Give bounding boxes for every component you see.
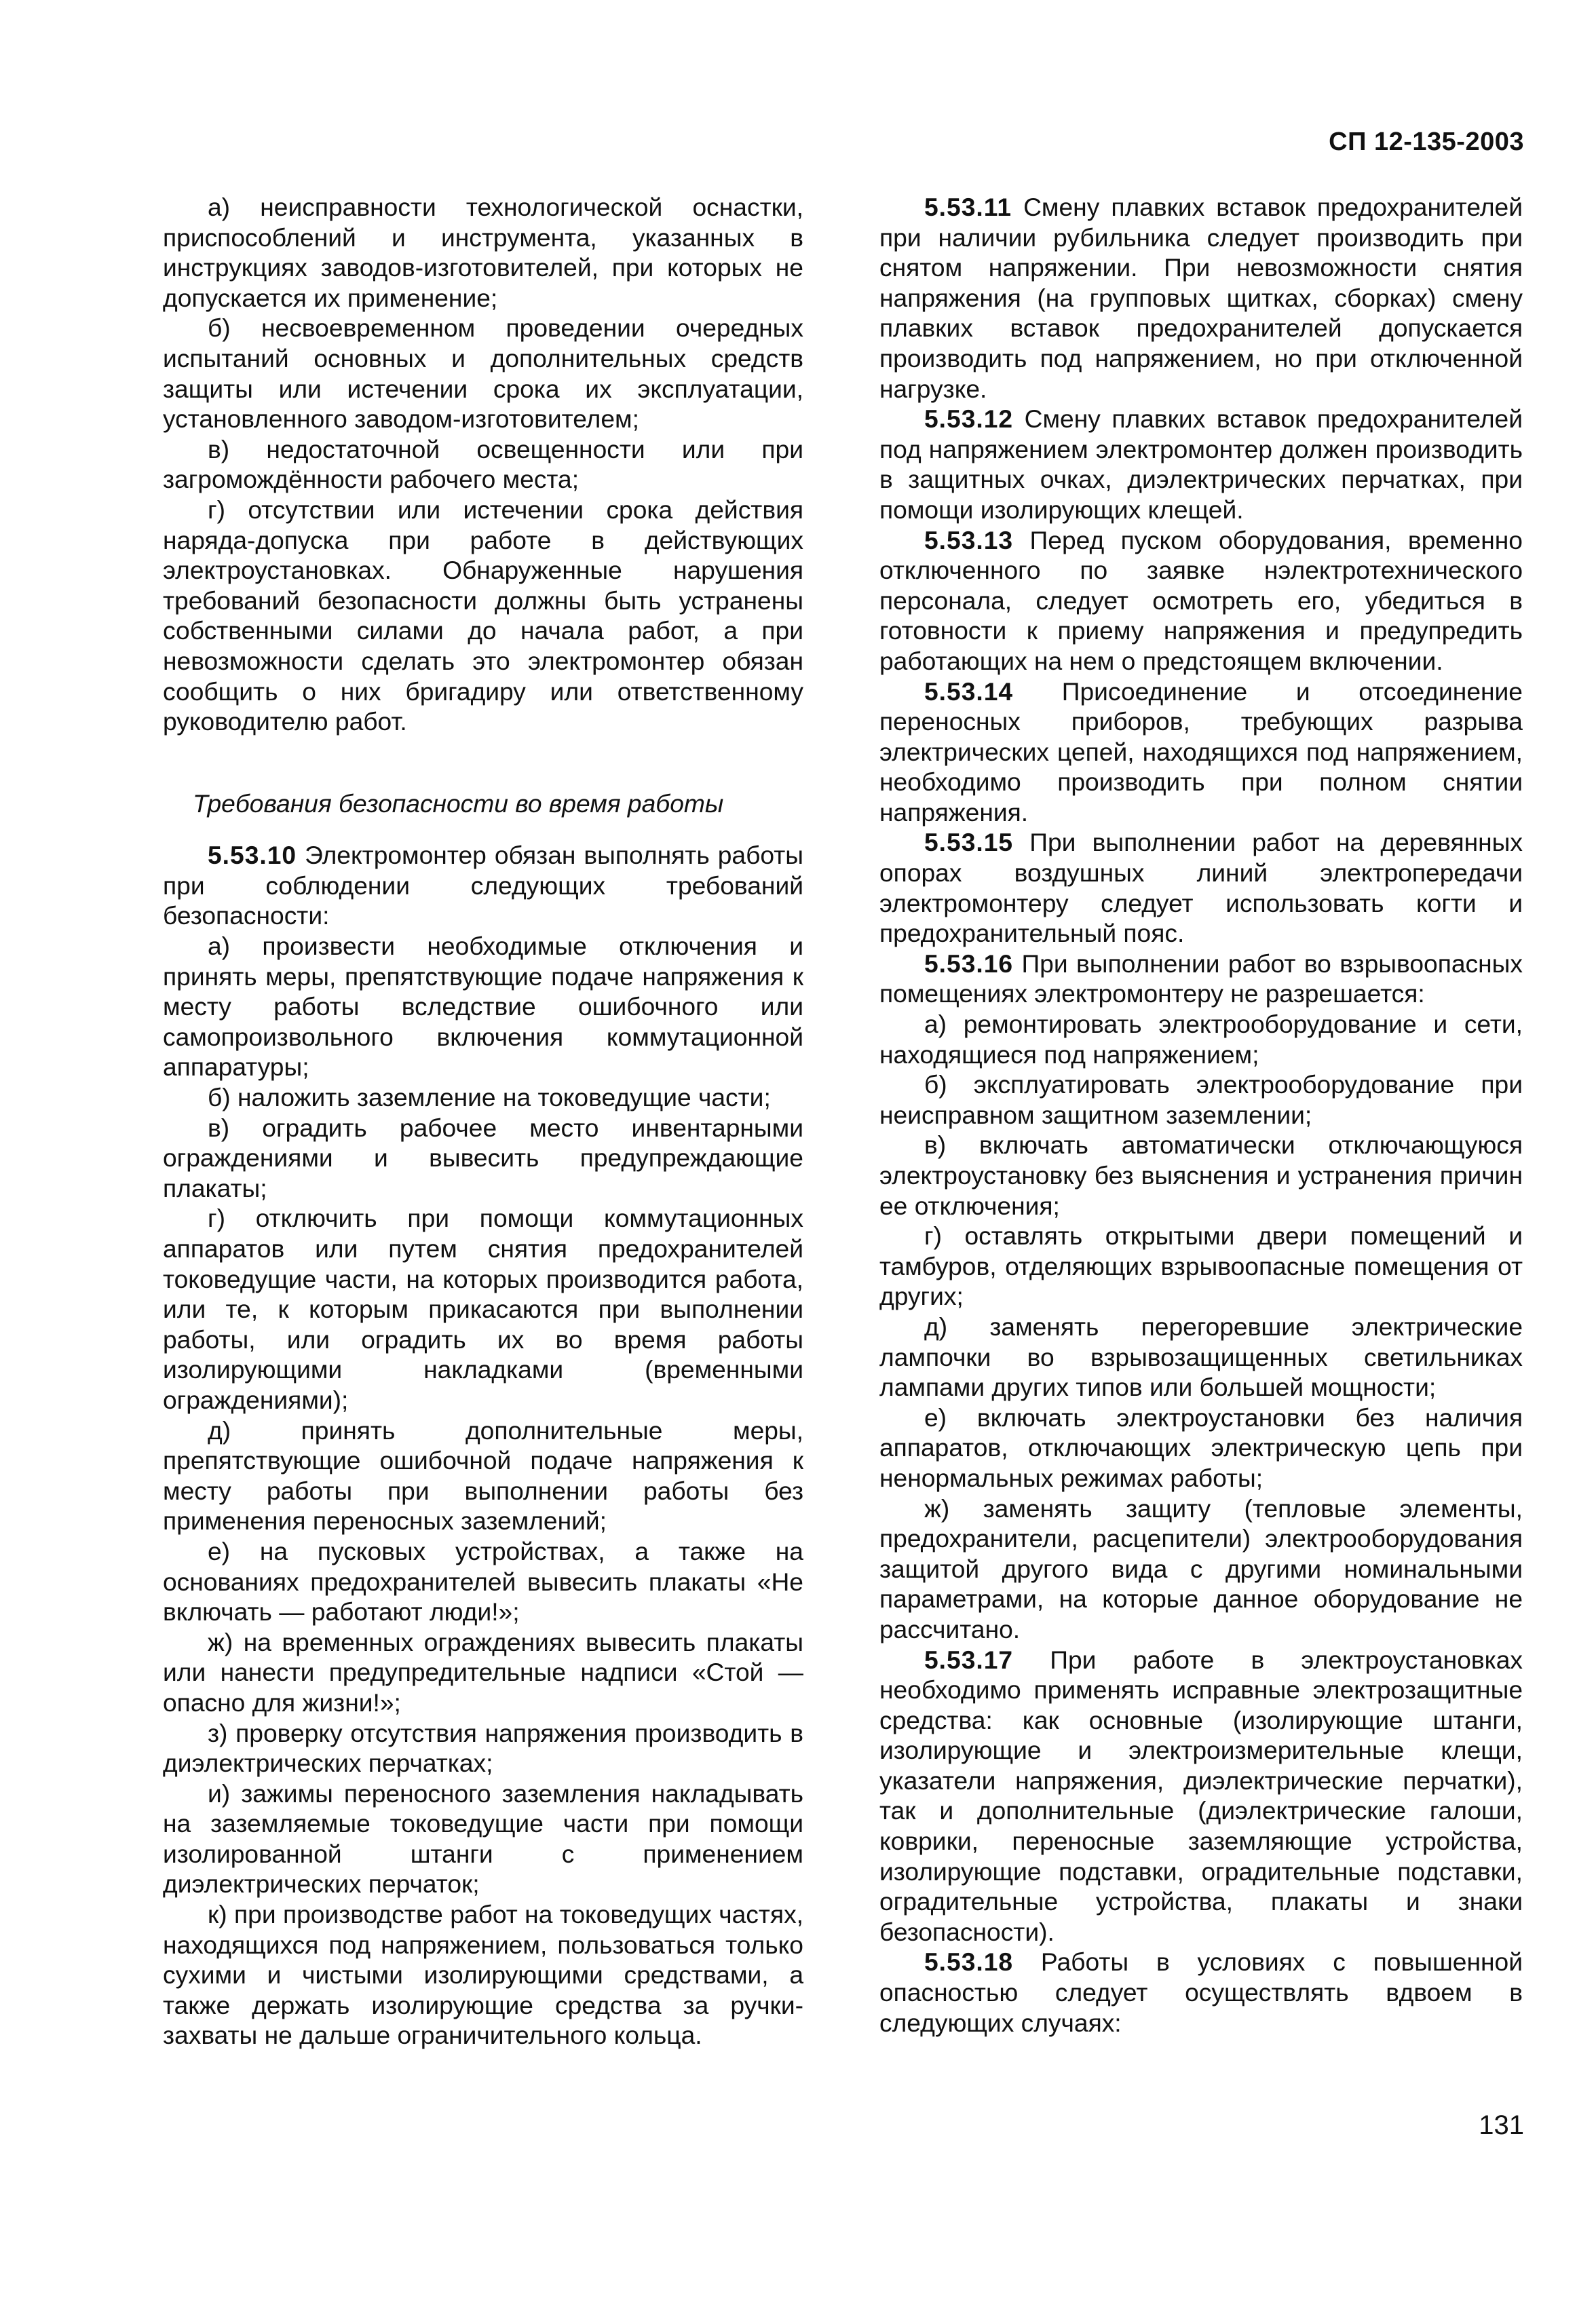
- list-item: е) на пусковых устройствах, а также на основаниях предохранителей вывесить плакаты «Не включать — работают люди!»;: [163, 1536, 803, 1627]
- list-item: д) заменять перегоревшие электрические лампочки во взрывозащищенных светильниках лампами других типов или большей мощности;: [879, 1312, 1523, 1402]
- list-item: б) наложить заземление на токоведущие части;: [208, 1083, 771, 1112]
- clause-5-53-14: [879, 677, 1523, 828]
- clause-5-53-11: [879, 192, 1523, 404]
- list-item: в) включать автоматически отключающуюся электроустановку без выяснения и устранения причин ее отключения;: [879, 1130, 1523, 1220]
- section-heading: Требования безопасности во время работы: [193, 788, 724, 818]
- clause-text: При выполнении работ во взрывоопасных помещениях электромонтеру не разрешается:: [879, 949, 1523, 1008]
- clause-5-53-16: [879, 949, 1523, 1009]
- left-column: [163, 192, 803, 2051]
- list-item: д) принять дополнительные меры, препятствующие ошибочной подаче напряжения к месту работы при выполнении работы без применения переносных заземлений;: [163, 1415, 803, 1536]
- clause-number: 5.53.16: [924, 949, 1014, 978]
- clause-number: 5.53.13: [924, 525, 1014, 554]
- clause-text: Электромонтер обязан выполнять работы при соблюдении следующих требований безопасности:: [163, 841, 803, 930]
- list-item: е) включать электроустановки без наличия аппаратов, отключающих электрическую цепь при ненормальных режимах работы;: [879, 1403, 1523, 1492]
- clause-text: Смену плавких вставок предохранителей под напряжением электромонтер должен производить в защитных очках, диэлектрических перчатках, при помощи изолирующих клещей.: [879, 404, 1523, 524]
- list-item: и) зажимы переносного заземления накладывать на заземляемые токоведущие части при помощи изолированной штанги с применением диэлектрических перчаток;: [163, 1779, 803, 1899]
- clause-number: 5.53.15: [924, 828, 1014, 857]
- clause-5-53-18: [879, 1947, 1523, 2038]
- list-item: а) ремонтировать электрооборудование и сети, находящиеся под напряжением;: [879, 1010, 1523, 1069]
- document-code: СП 12-135-2003: [1329, 128, 1524, 156]
- right-column: [879, 192, 1523, 2038]
- list-item: б) эксплуатировать электрооборудование при неисправном защитном заземлении;: [879, 1070, 1523, 1129]
- paragraph: г) отсутствии или истечении срока действия наряда-допуска при работе в действующих электроустановках. Обнаруженные нарушения требований безопасности должны быть устранены собственными силами до начала работ, а при невозможности сделать это электромонтер обязан сообщить о них бригадиру или ответственному руководителю работ.: [163, 495, 803, 736]
- clause-text: Смену плавких вставок предохранителей при наличии рубильника следует производить при снятом напряжении. При невозможности снятия напряжения (на групповых щитках, сборках) смену плавких вставок предохранителей допускается производить под напряжением, но при отключенной нагрузке.: [879, 193, 1523, 403]
- list-item: г) оставлять открытыми двери помещений и тамбуров, отделяющих взрывоопасные помещения от других;: [879, 1221, 1523, 1311]
- list-item: к) при производстве работ на токоведущих частях, находящихся под напряжением, пользоваться только сухими и чистыми изолирующими средствами, а также держать изолирующие средства за ручки-захваты не дальше ограничительного кольца.: [163, 1900, 803, 2050]
- clause-number: 5.53.10: [208, 841, 297, 870]
- list-item: ж) заменять защиту (тепловые элементы, предохранители, расцепители) электрооборудования защитой другого вида с другими номинальными параметрами, на которые данное оборудование не рассчитано.: [879, 1494, 1523, 1643]
- clause-5-53-13: [879, 525, 1523, 677]
- list-item: а) произвести необходимые отключения и принять меры, препятствующие подаче напряжения к месту работы вследствие ошибочного или самопроизвольного включения коммутационной аппаратуры;: [163, 932, 803, 1082]
- clause-number: 5.53.12: [924, 404, 1014, 434]
- clause-5-53-17: [879, 1645, 1523, 1947]
- clause-text: Работы в условиях с повышенной опасностью следует осуществлять вдвоем в следующих случаях:: [879, 1947, 1523, 2037]
- clause-number: 5.53.17: [924, 1645, 1014, 1674]
- page-number: 131: [1479, 2110, 1524, 2140]
- list-item: з) проверку отсутствия напряжения производить в диэлектрических перчатках;: [163, 1718, 803, 1778]
- clause-5-53-12: [879, 404, 1523, 525]
- clause-text: Перед пуском оборудования, временно отключенного по заявке нэлектротехнического персонала, следует осмотреть его, убедиться в готовности к приему напряжения и предупредить работающих на нем о предстоящем включении.: [879, 525, 1523, 675]
- clause-text: При выполнении работ на деревянных опорах воздушных линий электропередачи электромонтеру следует использовать когти и предохранительный пояс.: [879, 828, 1523, 948]
- clause-text: Присоединение и отсоединение переносных приборов, требующих разрыва электрических цепей, находящихся под напряжением, необходимо производить при полном снятии напряжения.: [879, 677, 1523, 826]
- paragraph: б) несвоевременном проведении очередных испытаний основных и дополнительных средств защиты или истечении срока их эксплуатации, установленного заводом-изготовителем;: [163, 313, 803, 434]
- list-item: в) оградить рабочее место инвентарными ограждениями и вывесить предупреждающие плакаты;: [163, 1113, 803, 1202]
- paragraph: а) неисправности технологической оснастки, приспособлений и инструмента, указанных в инструкциях заводов-изготовителей, при которых не допускается их применение;: [163, 193, 803, 312]
- paragraph: в) недостаточной освещенности или при загромождённости рабочего места;: [163, 434, 803, 494]
- list-item: ж) на временных ограждениях вывесить плакаты или нанести предупредительные надписи «Стой — опасно для жизни!»;: [163, 1627, 803, 1717]
- clause-5-53-15: [879, 827, 1523, 948]
- clause-text: При работе в электроустановках необходимо применять исправные электрозащитные средства: как основные (изолирующие штанги, изолирующие и электроизмерительные клещи, указатели напряжения, диэлектрические перчатки), так и дополнительные (диэлектрические галоши, коврики, переносные заземляющие устройства, изолирующие подставки, оградительные подставки, оградительные устройства, плакаты и знаки безопасности).: [879, 1645, 1523, 1946]
- clause-5-53-10: [163, 840, 803, 931]
- list-item: г) отключить при помощи коммутационных аппаратов или путем снятия предохранителей токоведущие части, на которых производится работа, или те, к которым прикасаются при выполнении работы, или оградить их во время работы изолирующими накладками (временными ограждениями);: [163, 1204, 803, 1414]
- clause-number: 5.53.11: [924, 193, 1012, 221]
- clause-number: 5.53.14: [924, 677, 1014, 706]
- clause-number: 5.53.18: [924, 1947, 1014, 1977]
